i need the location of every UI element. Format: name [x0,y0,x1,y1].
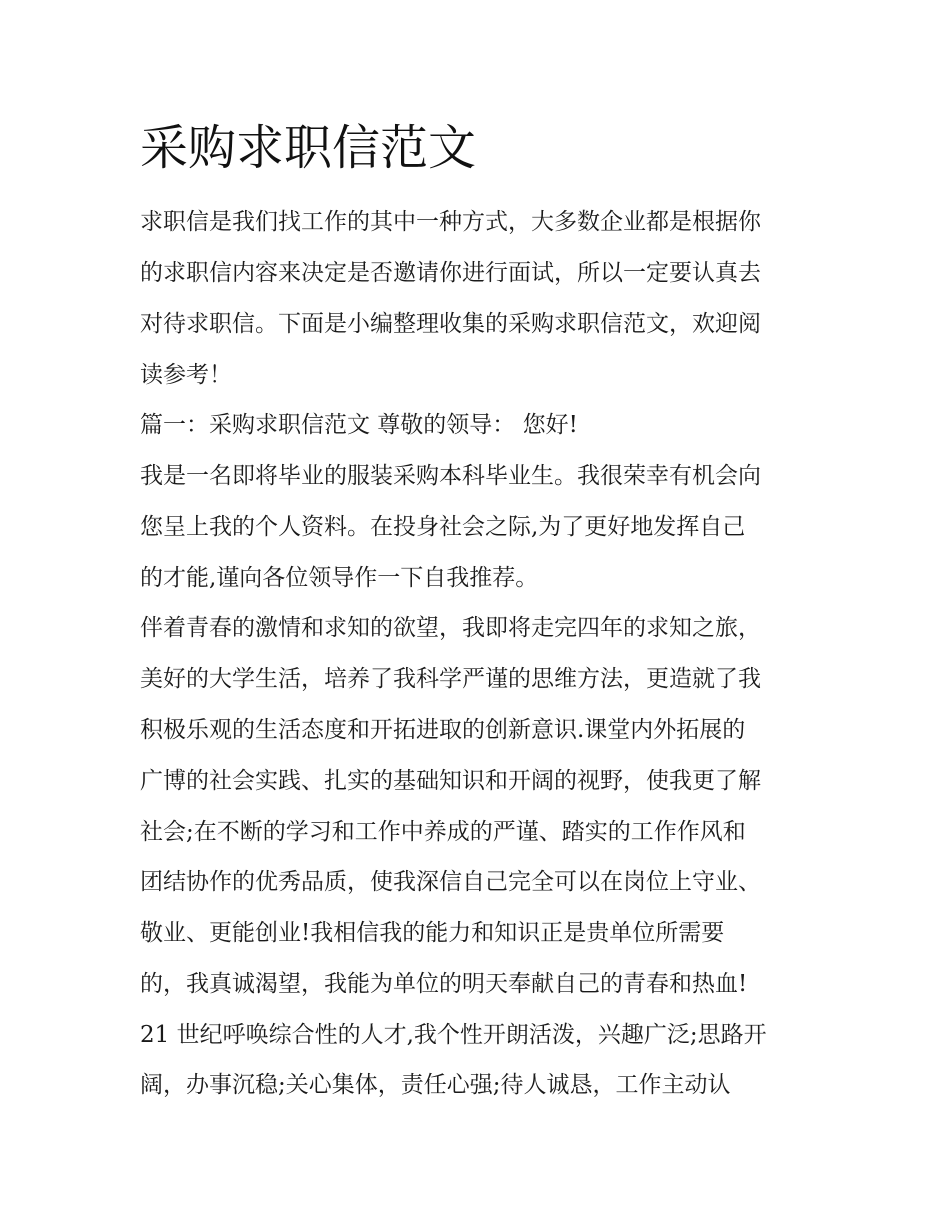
body-line: 社会;在不断的学习和工作中养成的严谨、踏实的工作作风和 [140,819,746,845]
section-heading-line: 篇一：采购求职信范文 尊敬的领导： 您好! [140,412,578,438]
body-line: 广博的社会实践、扎实的基础知识和开阔的视野，使我更了解 [140,768,761,794]
body-line: 21 世纪呼唤综合性的人才,我个性开朗活泼，兴趣广泛;思路开 [140,1022,767,1048]
body-line: 阔，办事沉稳;关心集体，责任心强;待人诚恳，工作主动认 [140,1072,731,1098]
document-title: 采购求职信范文 [140,120,477,176]
body-line: 对待求职信。下面是小编整理收集的采购求职信范文，欢迎阅 [140,311,761,337]
body-line: 的，我真诚渴望，我能为单位的明天奉献自己的青春和热血! [140,971,748,997]
body-line: 团结协作的优秀品质，使我深信自己完全可以在岗位上守业、 [140,869,761,895]
body-line: 伴着青春的激情和求知的欲望，我即将走完四年的求知之旅， [140,615,761,641]
body-line: 求职信是我们找工作的其中一种方式，大多数企业都是根据你 [140,209,761,235]
body-line: 您呈上我的个人资料。在投身社会之际,为了更好地发挥自己 [140,514,746,540]
body-line: 敬业、更能创业!我相信我的能力和知识正是贵单位所需要 [140,920,725,946]
body-line: 的才能,谨向各位领导作一下自我推荐。 [140,565,539,591]
body-line: 的求职信内容来决定是否邀请你进行面试，所以一定要认真去 [140,260,761,286]
body-line: 积极乐观的生活态度和开拓进取的创新意识.课堂内外拓展的 [140,717,746,743]
body-line: 美好的大学生活，培养了我科学严谨的思维方法，更造就了我 [140,666,761,692]
body-line: 读参考！ [140,362,232,388]
body-line: 我是一名即将毕业的服装采购本科毕业生。我很荣幸有机会向 [140,463,761,489]
